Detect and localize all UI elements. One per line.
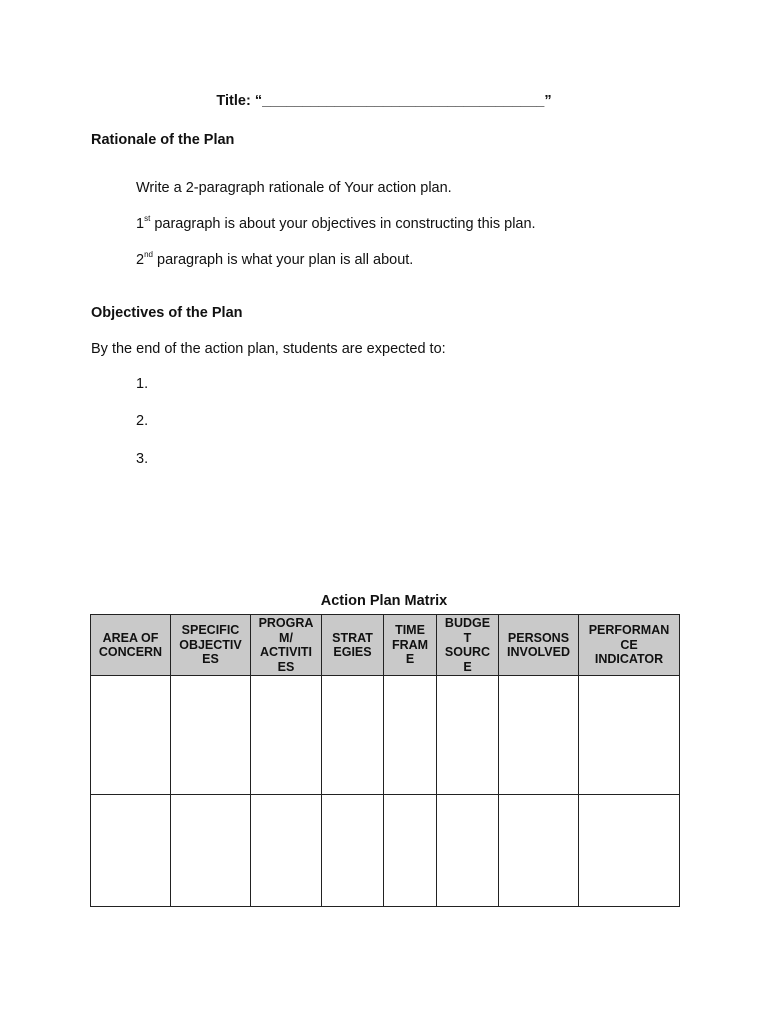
table-row [91, 795, 680, 907]
table-cell[interactable] [91, 795, 171, 907]
rationale-first-paragraph-note [136, 216, 536, 232]
objective-item-1: 1. [136, 376, 149, 392]
objectives-intro: By the end of the action plan, students are expected to: [91, 341, 446, 357]
rationale-heading: Rationale of the Plan [91, 132, 235, 148]
objectives-heading: Objectives of the Plan [91, 305, 243, 321]
table-row [91, 676, 680, 795]
header-performance-indicator: PERFORMAN CE INDICATOR [579, 615, 680, 676]
table-cell[interactable] [322, 676, 384, 795]
header-area-of-concern: AREA OF CONCERN [91, 615, 171, 676]
document-title-line: Title: “___________________________________” [216, 93, 552, 109]
table-cell[interactable] [384, 795, 437, 907]
ordinal-suffix: st [144, 214, 151, 223]
rationale-instruction: Write a 2-paragraph rationale of Your action plan. [136, 180, 452, 196]
table-cell[interactable] [499, 676, 579, 795]
note-text: paragraph is about your objectives in constructing this plan. [150, 216, 536, 232]
rationale-second-paragraph-note [136, 252, 413, 268]
header-program-activities: PROGRA M/ ACTIVITI ES [251, 615, 322, 676]
table-cell[interactable] [437, 676, 499, 795]
table-cell[interactable] [91, 676, 171, 795]
header-strategies: STRAT EGIES [322, 615, 384, 676]
table-cell[interactable] [437, 795, 499, 907]
header-time-frame: TIME FRAM E [384, 615, 437, 676]
action-plan-matrix-table [90, 614, 680, 907]
table-cell[interactable] [579, 676, 680, 795]
table-cell[interactable] [384, 676, 437, 795]
table-cell[interactable] [499, 795, 579, 907]
table-cell[interactable] [171, 676, 251, 795]
table-cell[interactable] [579, 795, 680, 907]
matrix-title: Action Plan Matrix [320, 593, 448, 609]
header-persons-involved: PERSONS INVOLVED [499, 615, 579, 676]
matrix-header-row [91, 615, 680, 676]
objective-item-2: 2. [136, 413, 149, 429]
ordinal-number: 2 [136, 252, 145, 268]
objective-item-3: 3. [136, 451, 149, 467]
ordinal-suffix: nd [144, 250, 153, 259]
note-text: paragraph is what your plan is all about. [152, 252, 414, 268]
header-specific-objectives: SPECIFIC OBJECTIV ES [171, 615, 251, 676]
ordinal-number: 1 [136, 216, 145, 232]
table-cell[interactable] [251, 795, 322, 907]
header-budget-source: BUDGE T SOURC E [437, 615, 499, 676]
table-cell[interactable] [171, 795, 251, 907]
table-cell[interactable] [322, 795, 384, 907]
table-cell[interactable] [251, 676, 322, 795]
